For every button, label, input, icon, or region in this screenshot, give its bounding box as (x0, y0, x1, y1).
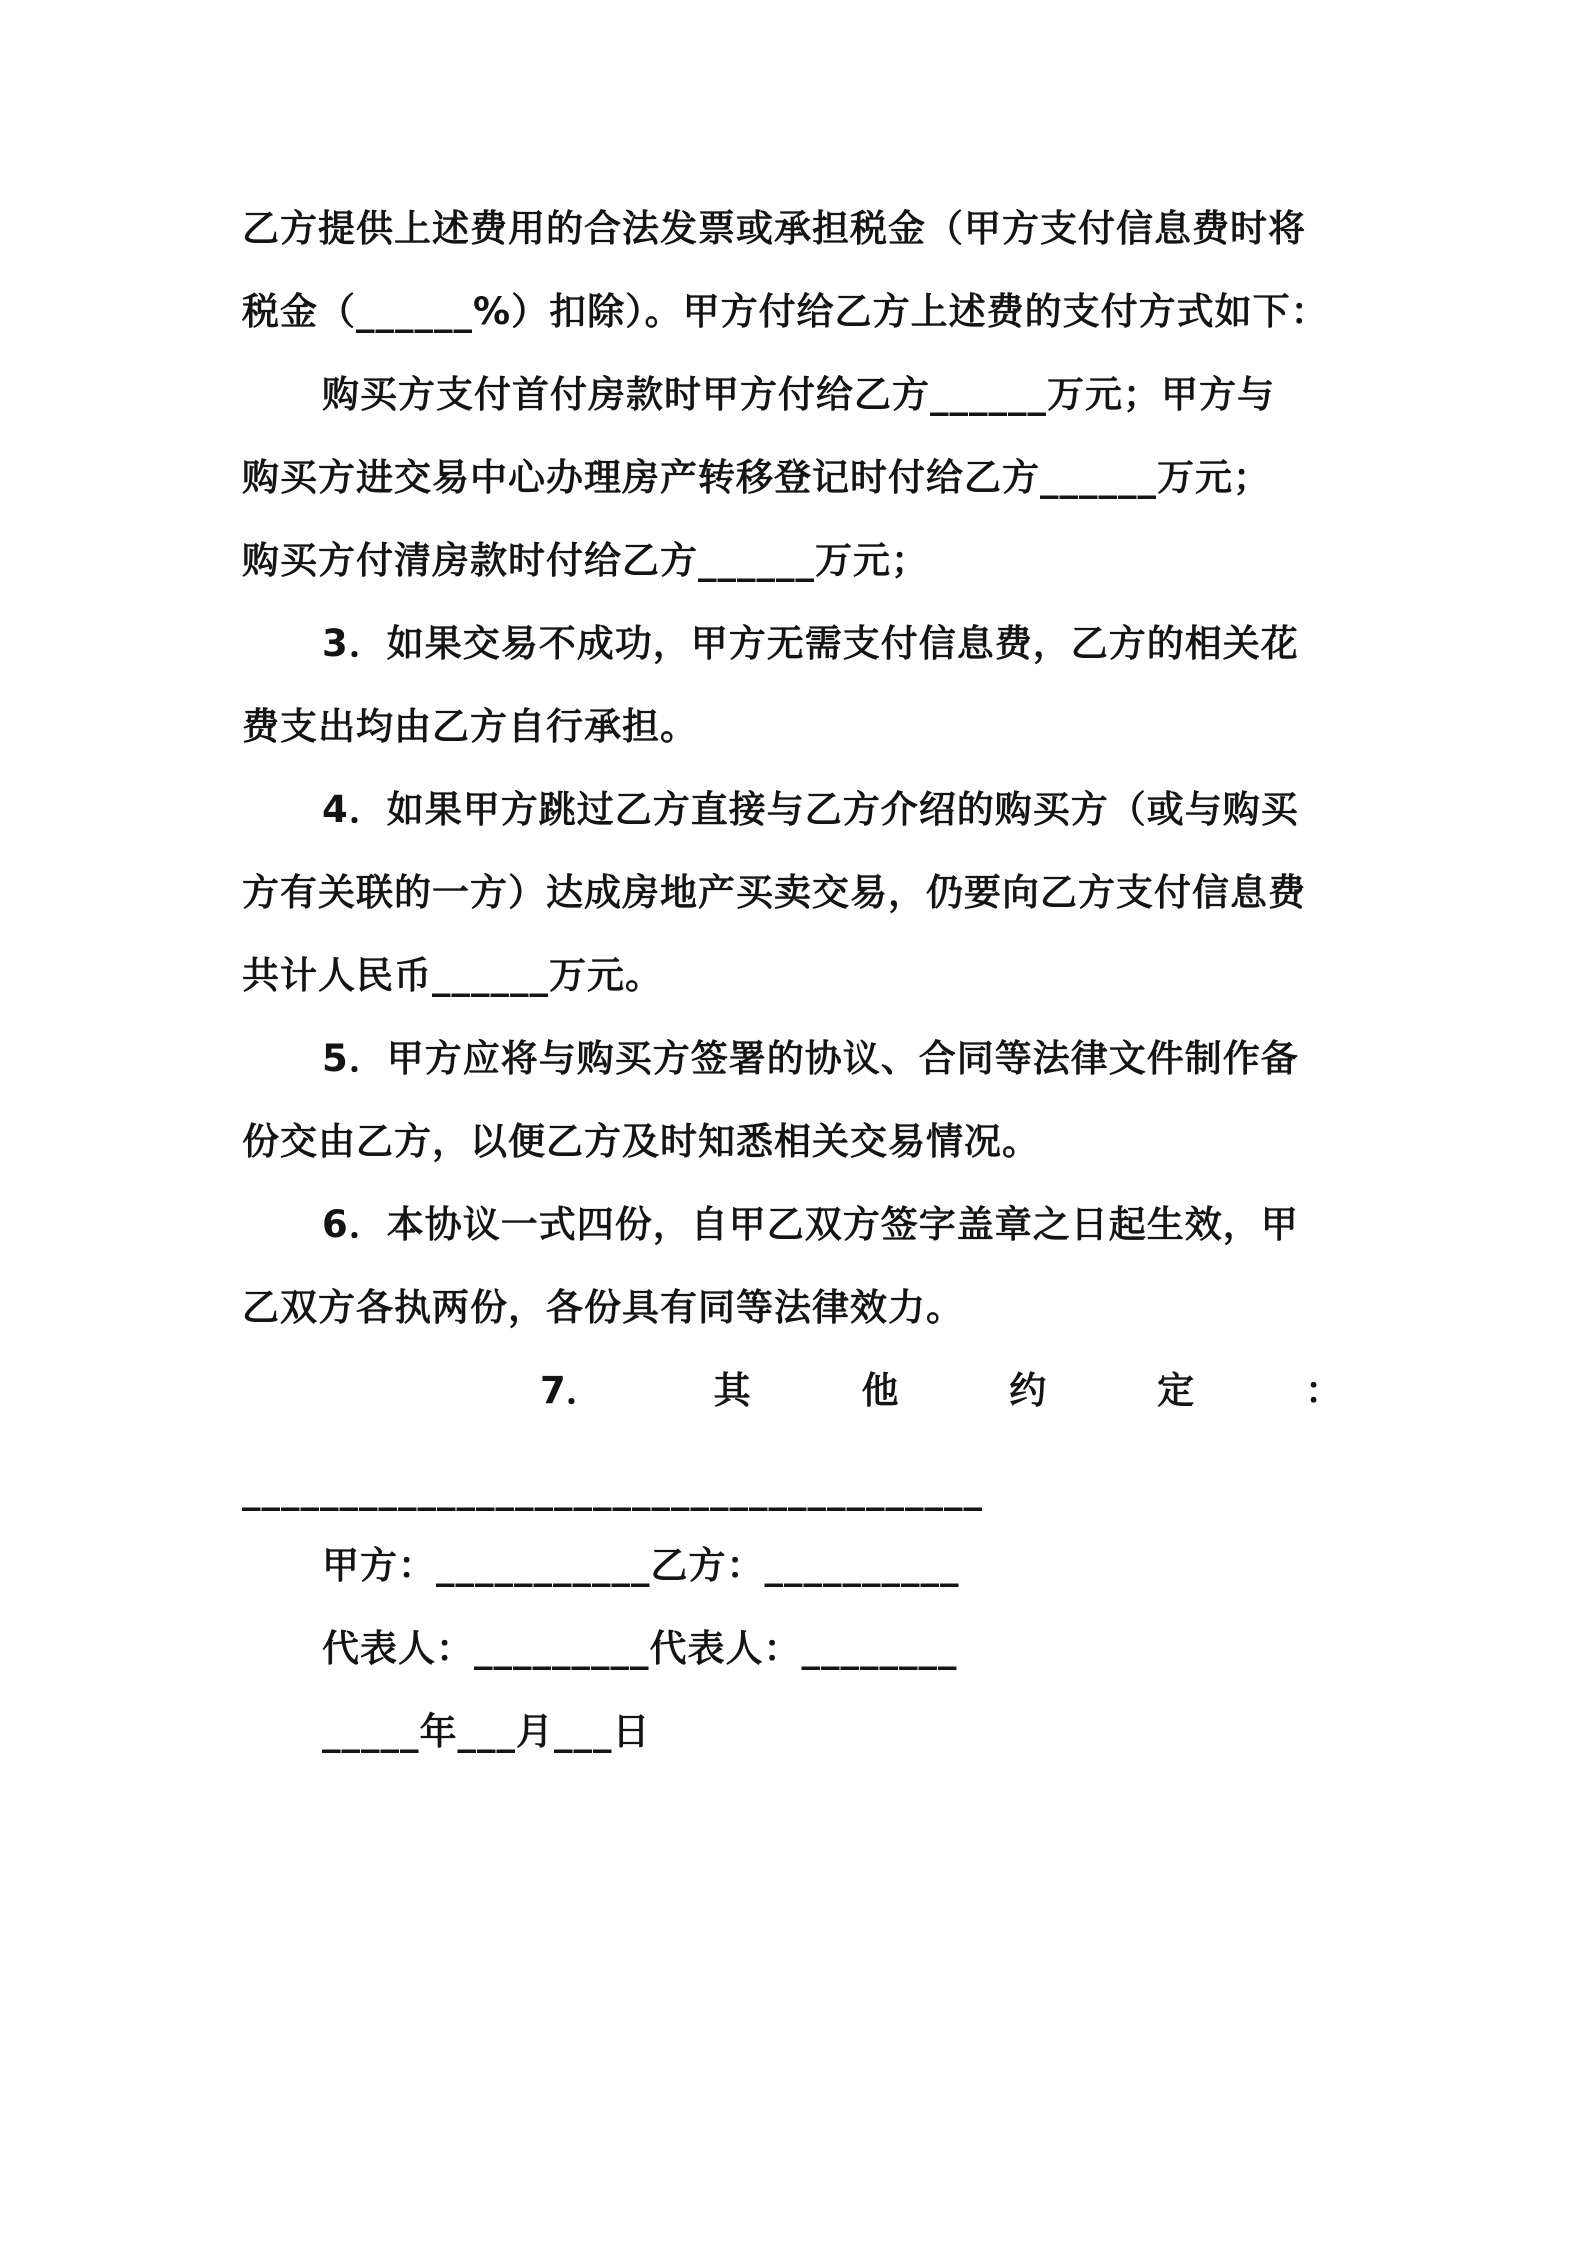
clause-7-colon: ： (1304, 1369, 1342, 1412)
clause-3: 3．如果交易不成功，甲方无需支付信息费，乙方的相关花 (322, 622, 1299, 665)
text-line: 份交由乙方，以便乙方及时知悉相关交易情况。 (242, 1120, 1040, 1163)
clause-7-char: 约 (1009, 1369, 1047, 1412)
clause-6: 6．本协议一式四份，自甲乙双方签字盖章之日起生效，甲 (322, 1203, 1299, 1246)
text-line: 乙双方各执两份，各份具有同等法律效力。 (242, 1286, 964, 1329)
clause-5: 5．甲方应将与购买方签署的协议、合同等法律文件制作备 (322, 1037, 1299, 1080)
party-signature-line: 甲方：___________乙方：__________ (322, 1544, 960, 1587)
text-line: 共计人民币______万元。 (242, 954, 663, 997)
text-line: 购买方付清房款时付给乙方______万元； (242, 539, 929, 582)
clause-4: 4．如果甲方跳过乙方直接与乙方介绍的购买方（或与购买 (322, 788, 1299, 831)
text-line: 方有关联的一方）达成房地产买卖交易，仍要向乙方支付信息费 (242, 871, 1306, 914)
clause-7-char: 定 (1157, 1369, 1195, 1412)
clause-7-char: 其 (713, 1369, 751, 1412)
text-line: 费支出均由乙方自行承担。 (242, 705, 698, 748)
date-line: _____年___月___日 (322, 1710, 651, 1753)
clause-7-number: 7． (540, 1369, 603, 1412)
clause-7-char: 他 (861, 1369, 899, 1412)
clause-7-other-terms (242, 1367, 1342, 1415)
text-line: 购买方进交易中心办理房产转移登记时付给乙方______万元； (242, 456, 1271, 499)
text-line: 购买方支付首付房款时甲方付给乙方______万元；甲方与 (322, 373, 1275, 416)
other-terms-blank: ______________________________________ (242, 1468, 983, 1511)
text-line: 乙方提供上述费用的合法发票或承担税金（甲方支付信息费时将 (242, 207, 1306, 250)
representative-signature-line: 代表人：_________代表人：________ (322, 1627, 958, 1670)
text-line: 税金（______%）扣除）。甲方付给乙方上述费的支付方式如下： (242, 290, 1329, 333)
